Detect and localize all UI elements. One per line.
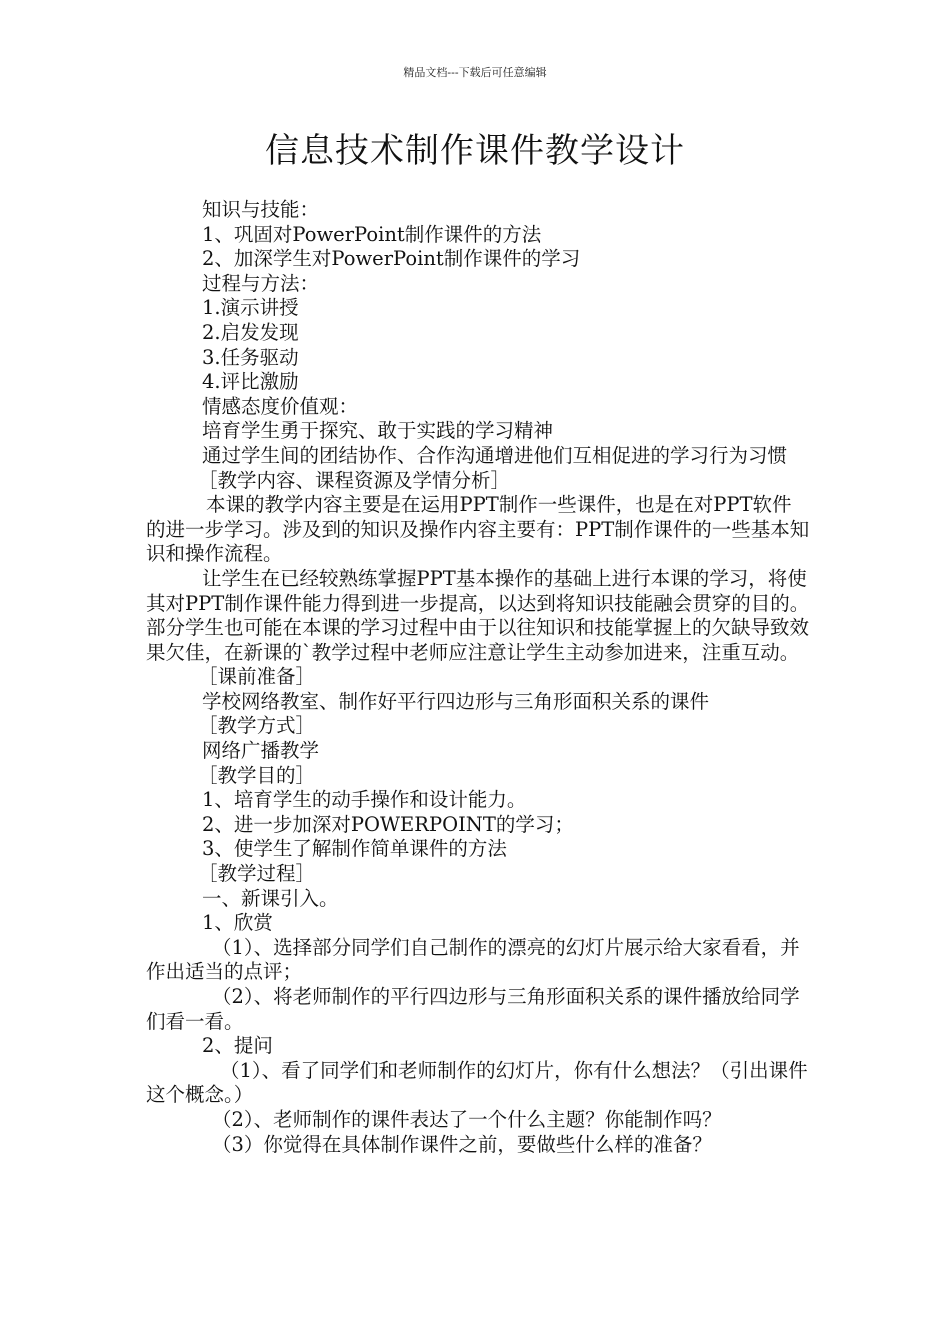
- list-item: 3.任务驱动: [202, 345, 299, 369]
- paragraph: 学校网络教室、制作好平行四边形与三角形面积关系的课件: [202, 689, 710, 713]
- list-item: 1、巩固对PowerPoint制作课件的方法: [202, 222, 542, 246]
- section-heading-method: ［教学方式］: [198, 714, 316, 738]
- list-item: 1.演示讲授: [202, 296, 299, 320]
- list-item: 2.启发发现: [202, 320, 299, 344]
- list-item: 1、培育学生的动手操作和设计能力。: [202, 788, 527, 812]
- list-item: 3、使学生了解制作简单课件的方法: [202, 837, 507, 861]
- document-body: [146, 198, 810, 1157]
- list-item: 2、加深学生对PowerPoint制作课件的学习: [202, 247, 581, 271]
- section-heading-goals: ［教学目的］: [198, 763, 316, 787]
- document-title: 信息技术制作课件教学设计: [265, 131, 685, 171]
- paragraph: （1）、选择部分同学们自己制作的漂亮的幻灯片展示给大家看看，并作出适当的点评；: [146, 935, 800, 984]
- list-item: 2、进一步加深对POWERPOINT的学习；: [202, 812, 574, 836]
- section-heading-values: 情感态度价值观：: [202, 394, 359, 418]
- list-item: 4.评比激励: [202, 370, 299, 394]
- section-heading-content: ［教学内容、课程资源及学情分析］: [198, 468, 511, 492]
- paragraph: 通过学生间的团结协作、合作沟通增进他们互相促进的学习行为习惯: [202, 443, 788, 467]
- section-heading-knowledge: 知识与技能：: [202, 198, 320, 221]
- section-heading-procedure: ［教学过程］: [198, 862, 316, 886]
- section-heading-preparation: ［课前准备］: [198, 665, 316, 689]
- paragraph: （3）你觉得在具体制作课件之前，要做些什么样的准备？: [212, 1132, 712, 1156]
- paragraph: 网络广播教学: [202, 739, 320, 763]
- paragraph: 本课的教学内容主要是在运用PPT制作一些课件，也是在对PPT软件的进一步学习。涉及到的知识及操作内容主要有：PPT制作课件的一些基本知识和操作流程。: [146, 493, 810, 566]
- paragraph: （2）、老师制作的课件表达了一个什么主题？你能制作吗？: [212, 1107, 722, 1131]
- list-item: 1、欣赏: [202, 911, 273, 935]
- paragraph: 让学生在已经较熟练掌握PPT基本操作的基础上进行本课的学习，将使其对PPT制作课件能力得到进一步提高，以达到将知识技能融会贯穿的目的。部分学生也可能在本课的学习过程中由于以往知识和技能掌握上的欠缺导致效果欠佳，在新课的`教学过程中老师应注意让学生主动参加进来，注重互动。: [146, 566, 810, 664]
- page-header: 精品文档---下载后可任意编辑: [403, 66, 547, 79]
- paragraph: （1）、看了同学们和老师制作的幻灯片，你有什么想法？（引出课件这个概念。）: [146, 1058, 808, 1107]
- list-item: 2、提问: [202, 1034, 273, 1058]
- paragraph: （2）、将老师制作的平行四边形与三角形面积关系的课件播放给同学们看一看。: [146, 985, 800, 1033]
- paragraph: 培育学生勇于探究、敢于实践的学习精神: [202, 419, 554, 443]
- section-heading-process: 过程与方法：: [202, 271, 320, 295]
- paragraph: 一、新课引入。: [202, 886, 339, 910]
